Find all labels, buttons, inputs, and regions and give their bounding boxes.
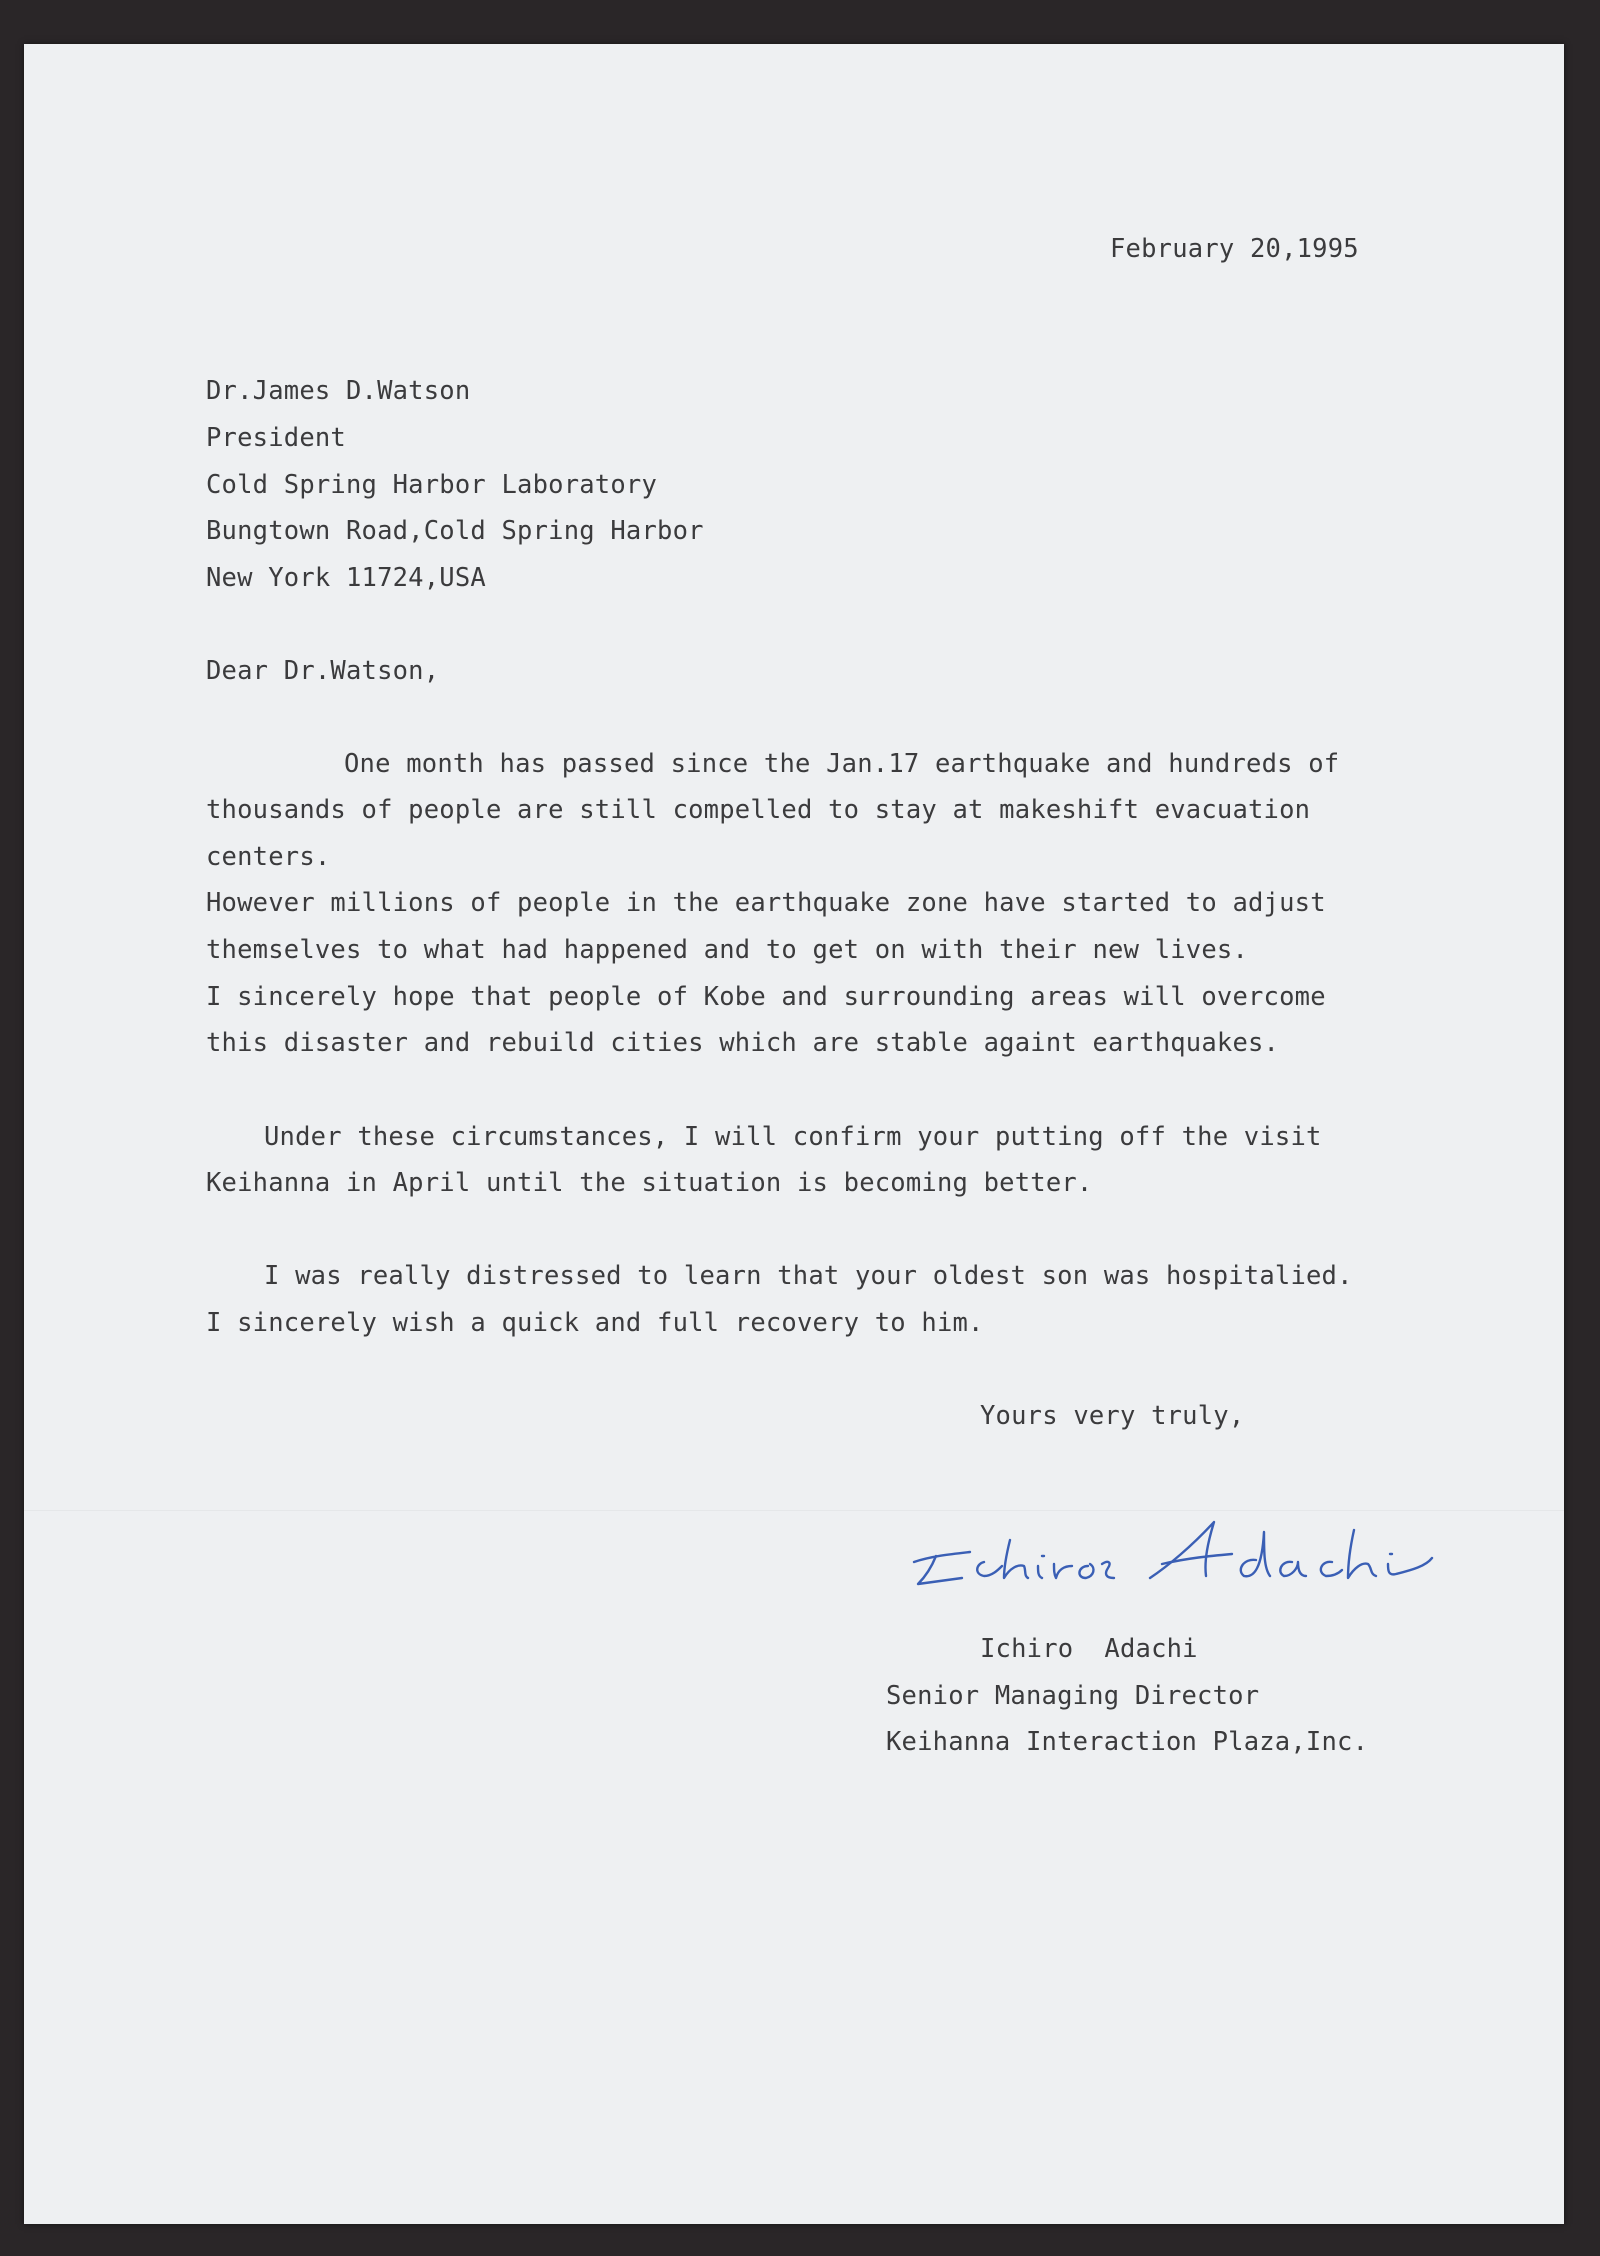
recipient-title: President	[206, 423, 346, 453]
recipient-city: New York 11724,USA	[206, 563, 486, 593]
paper-fold	[24, 1510, 1564, 1511]
recipient-organization: Cold Spring Harbor Laboratory	[206, 470, 658, 500]
body-line: Keihanna in April until the situation is becoming better.	[206, 1168, 1093, 1198]
body-line: centers.	[206, 842, 331, 872]
body-line: thousands of people are still compelled to stay at makeshift evacuation	[206, 795, 1311, 825]
recipient-street: Bungtown Road,Cold Spring Harbor	[206, 516, 704, 546]
body-line: themselves to what had happened and to get on with their new lives.	[206, 935, 1249, 965]
body-line: I sincerely wish a quick and full recovery to him.	[206, 1308, 984, 1338]
letter-date: February 20,1995	[1110, 234, 1359, 264]
recipient-name: Dr.James D.Watson	[206, 376, 471, 406]
body-line: this disaster and rebuild cities which are stable againt earthquakes.	[206, 1028, 1280, 1058]
sender-name: Ichiro Adachi	[980, 1634, 1198, 1664]
body-line: Under these circumstances, I will confirm your putting off the visit	[264, 1122, 1322, 1152]
letter-page	[24, 44, 1564, 2224]
body-line: I sincerely hope that people of Kobe and surrounding areas will overcome	[206, 982, 1326, 1012]
sender-title: Senior Managing Director	[886, 1681, 1260, 1711]
body-line: However millions of people in the earthquake zone have started to adjust	[206, 888, 1326, 918]
closing: Yours very truly,	[980, 1401, 1245, 1431]
body-line: One month has passed since the Jan.17 earthquake and hundreds of	[344, 749, 1340, 779]
sender-company: Keihanna Interaction Plaza,Inc.	[886, 1727, 1369, 1757]
body-line: I was really distressed to learn that your oldest son was hospitalied.	[264, 1261, 1353, 1291]
salutation: Dear Dr.Watson,	[206, 656, 440, 686]
handwritten-signature	[892, 1512, 1452, 1602]
